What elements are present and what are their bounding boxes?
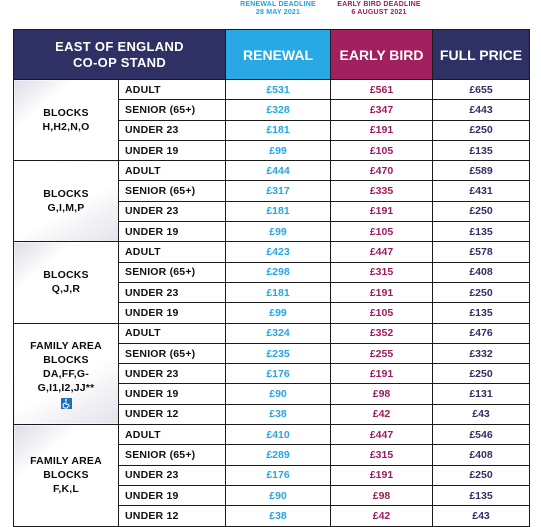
ticket-category: UNDER 23 (119, 282, 226, 302)
renewal-column-header: RENEWAL (226, 30, 331, 80)
early-bird-price: £191 (331, 364, 433, 384)
early-bird-price: £105 (331, 303, 433, 323)
full-price: £131 (433, 384, 530, 404)
block-label-line: H,H2,N,O (42, 121, 90, 134)
full-price-column-header: FULL PRICE (433, 30, 530, 80)
renewal-price: £38 (226, 404, 331, 424)
early-bird-price: £98 (331, 485, 433, 505)
full-price: £443 (433, 100, 530, 120)
renewal-price: £38 (226, 506, 331, 526)
renewal-deadline-date: 28 MAY 2021 (255, 9, 301, 16)
stand-title-line: CO-OP STAND (72, 54, 167, 70)
early-bird-price: £315 (331, 262, 433, 282)
renewal-price: £99 (226, 222, 331, 242)
early-bird-price: £191 (331, 120, 433, 140)
full-price: £135 (433, 140, 530, 160)
renewal-price: £317 (226, 181, 331, 201)
renewal-price: £176 (226, 364, 331, 384)
season-ticket-price-table (13, 29, 530, 527)
block-group-label (14, 80, 119, 161)
ticket-category: SENIOR (65+) (119, 343, 226, 363)
renewal-price: £423 (226, 242, 331, 262)
renewal-price: £328 (226, 100, 331, 120)
full-price: £43 (433, 506, 530, 526)
ticket-category: UNDER 23 (119, 364, 226, 384)
table-row (14, 242, 530, 262)
renewal-price: £324 (226, 323, 331, 343)
ticket-category: ADULT (119, 242, 226, 262)
full-price: £43 (433, 404, 530, 424)
early-bird-price: £98 (331, 384, 433, 404)
renewal-price: £181 (226, 201, 331, 221)
early-bird-price: £447 (331, 242, 433, 262)
renewal-price: £298 (226, 262, 331, 282)
table-row (14, 323, 530, 343)
early-bird-deadline-label: EARLY BIRD DEADLINE (337, 1, 421, 8)
table-row (14, 425, 530, 445)
full-price: £250 (433, 465, 530, 485)
renewal-price: £410 (226, 425, 331, 445)
ticket-category: UNDER 19 (119, 384, 226, 404)
ticket-category: UNDER 23 (119, 465, 226, 485)
block-label-line: DA,FF,G- (43, 367, 89, 380)
early-bird-price: £105 (331, 222, 433, 242)
deadline-banner (0, 0, 541, 24)
ticket-category: UNDER 19 (119, 222, 226, 242)
renewal-deadline (226, 1, 330, 17)
ticket-category: UNDER 12 (119, 404, 226, 424)
full-price: £589 (433, 161, 530, 181)
early-bird-price: £470 (331, 161, 433, 181)
full-price: £476 (433, 323, 530, 343)
block-group-label (14, 242, 119, 323)
early-bird-price: £561 (331, 80, 433, 100)
block-label-line: BLOCKS (43, 269, 89, 282)
full-price: £332 (433, 343, 530, 363)
renewal-price: £289 (226, 445, 331, 465)
full-price: £250 (433, 120, 530, 140)
renewal-price: £90 (226, 384, 331, 404)
block-label-line: F,K,L (52, 483, 80, 496)
block-label-line: FAMILY AREA (30, 455, 102, 468)
wheelchair-accessible-icon (61, 398, 72, 409)
ticket-category: ADULT (119, 161, 226, 181)
early-bird-price: £42 (331, 506, 433, 526)
early-bird-column-header: EARLY BIRD (331, 30, 433, 80)
full-price: £135 (433, 303, 530, 323)
full-price: £135 (433, 222, 530, 242)
table-row (14, 80, 530, 100)
block-label-line: Q,J,R (51, 283, 81, 296)
full-price: £546 (433, 425, 530, 445)
block-label-line: FAMILY AREA (30, 339, 102, 352)
block-label-line: BLOCKS (43, 353, 89, 366)
early-bird-deadline (328, 1, 430, 17)
renewal-price: £444 (226, 161, 331, 181)
full-price: £250 (433, 364, 530, 384)
early-bird-price: £191 (331, 201, 433, 221)
block-label-line: BLOCKS (43, 188, 89, 201)
full-price: £408 (433, 445, 530, 465)
early-bird-price: £191 (331, 282, 433, 302)
ticket-category: SENIOR (65+) (119, 445, 226, 465)
ticket-category: UNDER 19 (119, 485, 226, 505)
early-bird-price: £352 (331, 323, 433, 343)
early-bird-price: £315 (331, 445, 433, 465)
block-label-line: BLOCKS (43, 469, 89, 482)
block-label-line: BLOCKS (43, 107, 89, 120)
block-label-line: G,I1,I2,JJ** (37, 381, 95, 394)
ticket-category: SENIOR (65+) (119, 181, 226, 201)
renewal-deadline-label: RENEWAL DEADLINE (240, 1, 316, 8)
early-bird-deadline-date: 6 AUGUST 2021 (351, 9, 407, 16)
ticket-category: UNDER 12 (119, 506, 226, 526)
price-table-body (14, 80, 530, 527)
early-bird-price: £191 (331, 465, 433, 485)
early-bird-price: £105 (331, 140, 433, 160)
renewal-price: £99 (226, 303, 331, 323)
renewal-price: £181 (226, 120, 331, 140)
full-price: £135 (433, 485, 530, 505)
renewal-price: £531 (226, 80, 331, 100)
ticket-category: UNDER 23 (119, 120, 226, 140)
renewal-price: £99 (226, 140, 331, 160)
ticket-category: ADULT (119, 80, 226, 100)
ticket-category: SENIOR (65+) (119, 262, 226, 282)
ticket-category: UNDER 19 (119, 303, 226, 323)
table-header-row (14, 30, 530, 80)
full-price: £408 (433, 262, 530, 282)
block-group-label (14, 161, 119, 242)
block-label-line: G,I,M,P (47, 202, 85, 215)
early-bird-price: £447 (331, 425, 433, 445)
full-price: £655 (433, 80, 530, 100)
block-group-label (14, 323, 119, 424)
ticket-category: SENIOR (65+) (119, 100, 226, 120)
full-price: £431 (433, 181, 530, 201)
renewal-price: £90 (226, 485, 331, 505)
renewal-price: £235 (226, 343, 331, 363)
ticket-category: ADULT (119, 323, 226, 343)
ticket-category: UNDER 19 (119, 140, 226, 160)
renewal-price: £176 (226, 465, 331, 485)
full-price: £578 (433, 242, 530, 262)
stand-title-line: EAST OF ENGLAND (55, 38, 184, 54)
early-bird-price: £335 (331, 181, 433, 201)
full-price: £250 (433, 282, 530, 302)
stand-title (14, 30, 226, 80)
block-group-label (14, 425, 119, 526)
early-bird-price: £255 (331, 343, 433, 363)
early-bird-price: £42 (331, 404, 433, 424)
early-bird-price: £347 (331, 100, 433, 120)
full-price: £250 (433, 201, 530, 221)
table-row (14, 161, 530, 181)
ticket-category: ADULT (119, 425, 226, 445)
renewal-price: £181 (226, 282, 331, 302)
ticket-category: UNDER 23 (119, 201, 226, 221)
